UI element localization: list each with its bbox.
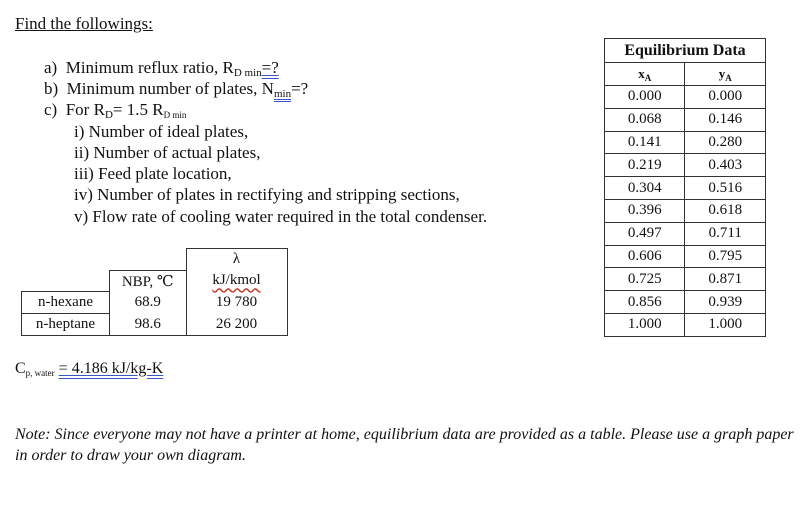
table-row: 0.219 0.403	[605, 154, 766, 177]
question-b: b) Minimum number of plates, $N_{min}=$?	[44, 79, 309, 100]
equilibrium-title: Equilibrium Data	[605, 39, 766, 63]
table-row: 0.396 0.618	[605, 199, 766, 222]
column-header-x: $x_A$	[605, 63, 685, 86]
table-row: 0.141 0.280	[605, 131, 766, 154]
table-row: 0.606 0.795	[605, 245, 766, 268]
question-c-iii: iii) Feed plate location,	[74, 164, 232, 183]
column-header-y: $y_A$	[685, 63, 766, 86]
lambda-symbol: λ	[186, 249, 287, 271]
table-row: n-heptane 98.6 26 200	[22, 314, 288, 336]
table-row: 0.856 0.939	[605, 291, 766, 314]
question-c-v: v) Flow rate of cooling water required in the total condenser.	[74, 207, 488, 226]
table-row: 0.304 0.516	[605, 177, 766, 200]
nbp-header: NBP, ℃	[110, 270, 187, 292]
question-c-iv: iv) Number of plates in rectifying and stripping sections,	[74, 185, 460, 204]
note: Note: Since everyone may not have a printer at home, equilibrium data are provided as a table. Please use a graph paper in order to draw your own diagram.	[15, 426, 794, 464]
property-table	[21, 248, 288, 336]
table-row: 0.725 0.871	[605, 268, 766, 291]
equilibrium-table	[604, 38, 766, 337]
cp-water: Cp, water = 4.186 kJ/kg-K	[15, 360, 164, 378]
question-c: c) For $R_D= 1.5$ RD min	[44, 100, 187, 121]
table-row: 0.000 0.000	[605, 86, 766, 109]
question-c-i: i) Number of ideal plates,	[74, 122, 249, 141]
table-row: 0.497 0.711	[605, 222, 766, 245]
table-row: 0.068 0.146	[605, 108, 766, 131]
question-a: a) Minimum reflux ratio, $R_{D min}=$?	[44, 58, 279, 79]
question-c-ii: ii) Number of actual plates,	[74, 143, 261, 162]
table-row: n-hexane 68.9 19 780	[22, 292, 288, 314]
table-row: 1.000 1.000	[605, 313, 766, 336]
page-title: Find the followings:	[15, 14, 153, 33]
lambda-unit: kJ/kmol	[186, 270, 287, 292]
